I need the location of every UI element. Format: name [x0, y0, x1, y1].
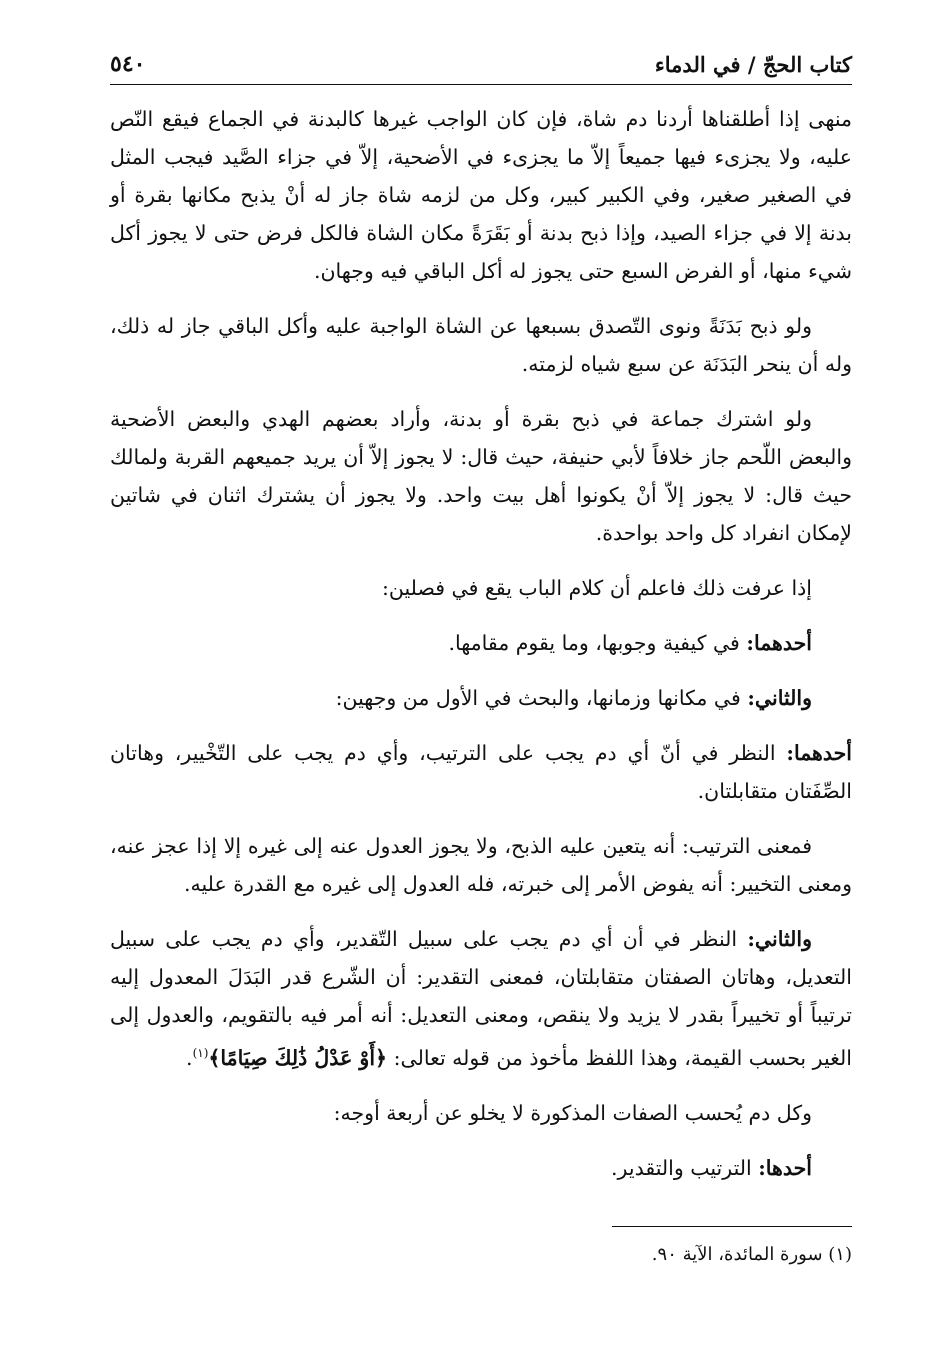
section-label: والثاني: [747, 686, 812, 710]
paragraph [110, 920, 852, 1077]
quran-quote: ﴿أَوْ عَدْلُ ذَٰلِكَ صِيَامًا﴾ [208, 1045, 388, 1070]
footnote-divider [612, 1226, 852, 1227]
paragraph-text: النظر في أنّ أي دم يجب على الترتيب، وأي دم يجب على التّخْيير، وهاتان الصِّفَتان متقابلتان. [110, 741, 852, 803]
page-number: ٥٤٠ [110, 51, 146, 77]
paragraph-text: الترتيب والتقدير. [611, 1155, 752, 1180]
paragraph [110, 624, 852, 662]
paragraph [110, 679, 852, 717]
footnote: (١) سورة المائدة، الآية ٩٠. [651, 1244, 852, 1265]
paragraph [110, 734, 852, 810]
paragraph: منهى إذا أطلقناها أردنا دم شاة، فإن كان الواجب غيرها كالبدنة في الجماع فيقع النّص عليه، ولا يجزىء فيها جميعاً إلاّ ما يجزىء في الأضحية، إلاّ في جزاء الصَّيد فيجب المثل في الصغير صغير، وفي الكبير كبير، وكل من لزمه شاة جاز له أنْ يذبح مكانها بقرة أو بدنة إلا في جزاء الصيد، وإذا ذبح بدنة أو بَقَرَةً مكان الشاة فالكل فرض حتى لا يجوز أكل شيء منها، أو الفرض السبع حتى يجوز له أكل الباقي فيه وجهان. [110, 107, 852, 283]
page-header [110, 44, 852, 85]
running-title: كتاب الحجّ / في الدماء [654, 51, 852, 77]
paragraph: وكل دم يُحسب الصفات المذكورة لا يخلو عن أربعة أوجه: [333, 1100, 812, 1125]
section-label: أحدهما: [746, 631, 812, 655]
paragraph-text: في مكانها وزمانها، والبحث في الأول من وجهين: [335, 686, 741, 710]
section-label: أحدها: [758, 1155, 812, 1180]
paragraph: ولو اشترك جماعة في ذبح بقرة أو بدنة، وأراد بعضهم الهدي والبعض الأضحية والبعض اللّحم جاز خلافاً لأبي حنيفة، حيث قال: لا يجوز إلاّ أن يريد جميعهم القربة ولمالك حيث قال: لا يجوز إلاّ أنْ يكونوا أهل بيت واحد. ولا يجوز أن يشترك اثنان في شاتين لإمكان انفراد كل واحد بواحدة. [110, 407, 852, 545]
paragraph-text: في كيفية وجوبها، وما يقوم مقامها. [448, 631, 740, 655]
section-label: والثاني: [747, 927, 812, 951]
period: . [186, 1045, 193, 1070]
main-text [110, 100, 852, 1204]
paragraph [110, 1149, 852, 1187]
footnote-ref: (١) [192, 1046, 209, 1060]
paragraph: إذا عرفت ذلك فاعلم أن كلام الباب يقع في فصلين: [381, 576, 812, 600]
section-label: أحدهما: [786, 741, 852, 765]
paragraph-text: النظر في أن أي دم يجب على سبيل التّقدير، وأي دم يجب على سبيل التعديل، وهاتان الصفتان متقابلتان، فمعنى التقدير: أن الشّرع قدر البَدَلَ المعدول إليه ترتيباً أو تخييراً بقدر لا يزيد ولا ينقص، ومعنى التعديل: أنه أمر فيه بالتقويم، والعدول إلى الغير بحسب القيمة، وهذا اللفظ مأخوذ من قوله تعالى: [110, 927, 852, 1070]
paragraph: ولو ذبح بَدَنَةً ونوى التّصدق بسبعها عن الشاة الواجبة عليه وأكل الباقي جاز له ذلك، وله أن ينحر البَدَنَة عن سبع شياه لزمته. [110, 314, 852, 376]
paragraph: فمعنى الترتيب: أنه يتعين عليه الذبح، ولا يجوز العدول عنه إلى غيره إلا إذا عجز عنه، ومعنى التخيير: أنه يفوض الأمر إلى خبرته، فله العدول إلى غيره مع القدرة عليه. [110, 834, 852, 896]
